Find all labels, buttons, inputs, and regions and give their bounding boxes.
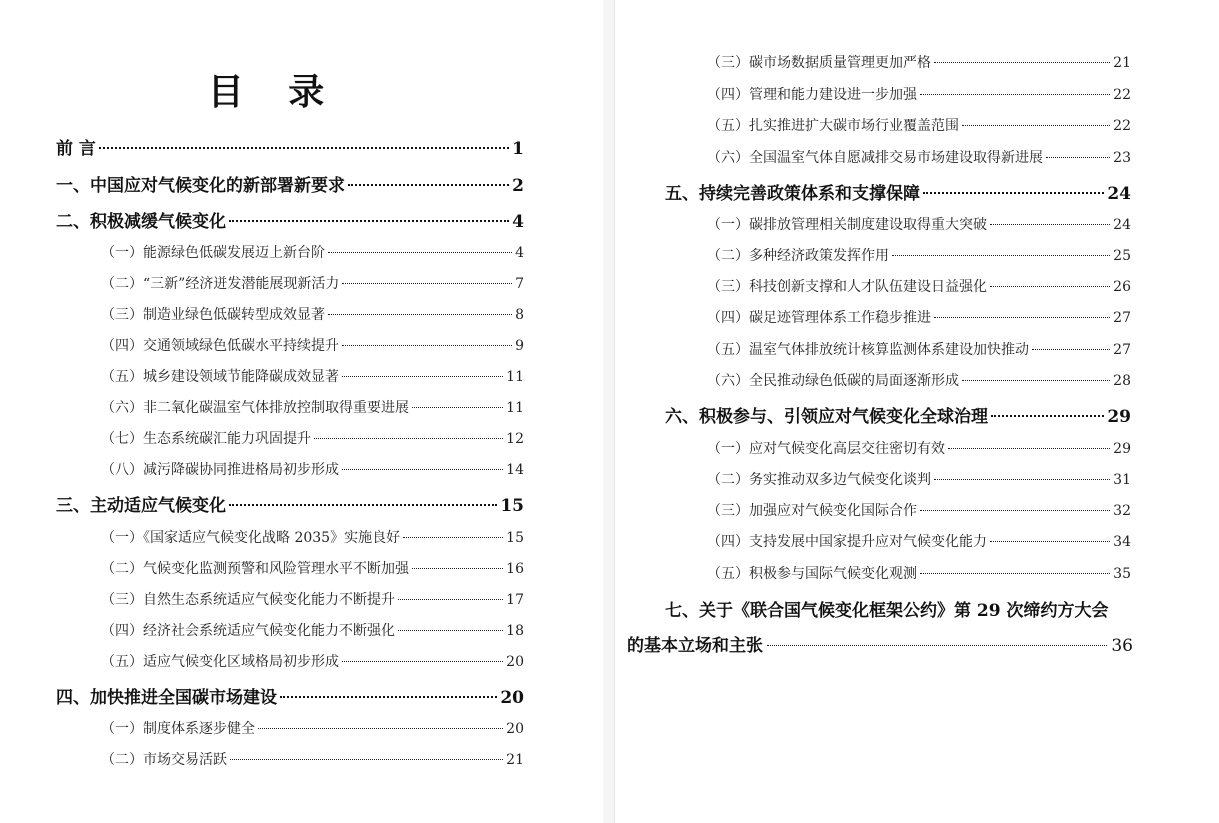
toc-dot-leader [398, 599, 503, 600]
toc-dot-leader [1032, 349, 1110, 350]
toc-subsection-entry[interactable] [101, 273, 524, 293]
toc-page-number: 28 [1113, 373, 1131, 389]
toc-page-number: 9 [515, 338, 524, 354]
toc-page-number: 20 [500, 688, 524, 708]
toc-entry-title: （二）气候变化监测预警和风险管理水平不断加强 [101, 561, 409, 577]
toc-page-number: 15 [500, 496, 524, 516]
toc-page-number: 22 [1113, 87, 1131, 103]
toc-dot-leader [99, 147, 509, 149]
toc-subsection-entry[interactable] [101, 428, 524, 448]
toc-entry-title: （二）市场交易活跃 [101, 752, 227, 768]
toc-dot-leader [342, 661, 503, 662]
toc-subsection-entry[interactable] [101, 397, 524, 417]
toc-subsection-entry[interactable] [707, 52, 1131, 72]
toc-page-number: 26 [1113, 279, 1131, 295]
toc-dot-leader [342, 345, 512, 346]
toc-page-number: 4 [512, 212, 524, 232]
toc-dot-leader [990, 224, 1110, 225]
toc-page-number: 14 [506, 462, 524, 478]
toc-page-number: 35 [1113, 566, 1131, 582]
toc-dot-leader [990, 541, 1110, 542]
toc-subsection-entry[interactable] [707, 500, 1131, 520]
toc-subsection-entry[interactable] [707, 531, 1131, 551]
toc-section-entry[interactable] [56, 683, 524, 708]
toc-page-number: 21 [1113, 55, 1131, 71]
toc-subsection-entry[interactable] [101, 304, 524, 324]
toc-dot-leader [398, 630, 503, 631]
toc-page-number: 31 [1113, 472, 1131, 488]
toc-entry-title: （六）全国温室气体自愿减排交易市场建设取得新进展 [707, 150, 1043, 166]
toc-entry-final-line2[interactable] [627, 631, 1133, 656]
toc-page-number: 36 [1111, 636, 1133, 656]
toc-page-left [0, 0, 603, 823]
toc-dot-leader [229, 220, 509, 222]
toc-page-number: 8 [515, 307, 524, 323]
toc-entry-title: （四）支持发展中国家提升应对气候变化能力 [707, 534, 987, 550]
toc-page-number: 4 [515, 245, 524, 261]
toc-dot-leader [1046, 157, 1110, 158]
toc-dot-leader [314, 438, 503, 439]
toc-subsection-entry[interactable] [707, 469, 1131, 489]
toc-entry-title: （一）《国家适应气候变化战略 2035》实施良好 [101, 530, 401, 546]
toc-dot-leader [328, 252, 512, 253]
toc-page-number: 17 [506, 592, 524, 608]
toc-entry-title: （四）管理和能力建设进一步加强 [707, 87, 917, 103]
toc-dot-leader [892, 255, 1110, 256]
toc-dot-leader [348, 184, 509, 186]
toc-section-entry[interactable] [56, 171, 524, 196]
toc-dot-leader [342, 283, 512, 284]
toc-subsection-entry[interactable] [707, 147, 1131, 167]
toc-subsection-entry[interactable] [707, 84, 1131, 104]
toc-entry-title: 前 言 [56, 139, 96, 159]
toc-dot-leader [258, 728, 503, 729]
toc-dot-leader [962, 380, 1110, 381]
toc-page-number: 34 [1113, 534, 1131, 550]
toc-page-number: 27 [1113, 342, 1131, 358]
toc-subsection-entry[interactable] [707, 370, 1131, 390]
toc-page-number: 21 [506, 752, 524, 768]
toc-entry-title: （二）多种经济政策发挥作用 [707, 248, 889, 264]
toc-section-entry[interactable] [56, 207, 524, 232]
toc-entry-title: （七）生态系统碳汇能力巩固提升 [101, 431, 311, 447]
toc-subsection-entry[interactable] [101, 558, 524, 578]
toc-subsection-entry[interactable] [101, 366, 524, 386]
toc-page-number: 12 [506, 431, 524, 447]
toc-dot-leader [948, 448, 1110, 449]
toc-page-number: 11 [506, 369, 524, 385]
toc-subsection-entry[interactable] [707, 276, 1131, 296]
toc-dot-leader [920, 94, 1110, 95]
toc-dot-leader [991, 415, 1104, 417]
toc-page-number: 20 [506, 721, 524, 737]
toc-page-number: 32 [1113, 503, 1131, 519]
toc-dot-leader [230, 759, 503, 760]
toc-subsection-entry[interactable] [101, 459, 524, 479]
toc-entry-title: （四）交通领域绿色低碳水平持续提升 [101, 338, 339, 354]
toc-entry-title: （八）减污降碳协同推进格局初步形成 [101, 462, 339, 478]
toc-dot-leader [412, 568, 503, 569]
toc-dot-leader [934, 62, 1110, 63]
toc-entry-title: （五）城乡建设领域节能降碳成效显著 [101, 369, 339, 385]
toc-entry-title: （一）应对气候变化高层交往密切有效 [707, 441, 945, 457]
toc-dot-leader [342, 469, 503, 470]
toc-page-number: 16 [506, 561, 524, 577]
toc-page-number: 23 [1113, 150, 1131, 166]
toc-entry-final-line1[interactable]: 七、关于《联合国气候变化框架公约》第 29 次缔约方大会 [665, 601, 1109, 621]
toc-page-number: 25 [1113, 248, 1131, 264]
toc-entry-title: （二）“三新”经济迸发潜能展现新活力 [101, 276, 340, 292]
toc-page-number: 22 [1113, 118, 1131, 134]
toc-entry-title: （三）加强应对气候变化国际合作 [707, 503, 917, 519]
toc-entry-title: （三）碳市场数据质量管理更加严格 [707, 55, 931, 71]
toc-entry-title: 一、中国应对气候变化的新部署新要求 [56, 176, 345, 196]
toc-subsection-entry[interactable] [101, 527, 524, 547]
toc-page-number: 18 [506, 623, 524, 639]
toc-entry-title: 二、积极减缓气候变化 [56, 212, 226, 232]
toc-dot-leader [934, 317, 1110, 318]
toc-entry-title: （四）经济社会系统适应气候变化能力不断强化 [101, 623, 395, 639]
toc-page-number: 7 [515, 276, 524, 292]
toc-dot-leader [920, 573, 1110, 574]
toc-page-number: 29 [1113, 441, 1131, 457]
toc-entry-title: （一）碳排放管理相关制度建设取得重大突破 [707, 217, 987, 233]
toc-dot-leader [923, 192, 1104, 194]
toc-entry-title: 四、加快推进全国碳市场建设 [56, 688, 277, 708]
toc-subsection-entry[interactable] [707, 245, 1131, 265]
toc-subsection-entry[interactable] [707, 339, 1131, 359]
toc-dot-leader [342, 376, 503, 377]
toc-dot-leader [767, 645, 1107, 646]
toc-section-entry[interactable] [56, 134, 524, 159]
toc-page-number: 24 [1113, 217, 1131, 233]
toc-page-number: 2 [512, 176, 524, 196]
toc-page-number: 29 [1107, 407, 1131, 427]
toc-dot-leader [328, 314, 512, 315]
toc-dot-leader [280, 696, 497, 698]
toc-dot-leader [403, 537, 503, 538]
toc-entry-title: （四）碳足迹管理体系工作稳步推进 [707, 310, 931, 326]
toc-entry-title: 三、主动适应气候变化 [56, 496, 226, 516]
toc-subsection-entry[interactable] [101, 242, 524, 262]
toc-entry-title: 六、积极参与、引领应对气候变化全球治理 [665, 407, 988, 427]
toc-page-number: 11 [506, 400, 524, 416]
toc-subsection-entry[interactable] [101, 335, 524, 355]
toc-page-number: 20 [506, 654, 524, 670]
toc-subsection-entry[interactable] [707, 438, 1131, 458]
toc-page-number: 27 [1113, 310, 1131, 326]
toc-subsection-entry[interactable] [101, 718, 524, 738]
toc-entry-title: 五、持续完善政策体系和支撑保障 [665, 184, 920, 204]
toc-entry-title: （五）温室气体排放统计核算监测体系建设加快推动 [707, 342, 1029, 358]
toc-entry-title: （六）非二氧化碳温室气体排放控制取得重要进展 [101, 400, 409, 416]
toc-entry-title: （五）适应气候变化区域格局初步形成 [101, 654, 339, 670]
toc-subsection-entry[interactable] [101, 749, 524, 769]
toc-entry-title: （六）全民推动绿色低碳的局面逐渐形成 [707, 373, 959, 389]
toc-entry-title: （三）自然生态系统适应气候变化能力不断提升 [101, 592, 395, 608]
toc-page-number: 15 [506, 530, 524, 546]
toc-page-number: 24 [1107, 184, 1131, 204]
toc-subsection-entry[interactable] [101, 620, 524, 640]
toc-dot-leader [229, 504, 497, 506]
toc-section-entry[interactable] [665, 179, 1131, 204]
toc-subsection-entry[interactable] [101, 589, 524, 609]
toc-dot-leader [962, 125, 1110, 126]
toc-section-entry[interactable] [665, 402, 1131, 427]
toc-dot-leader [412, 407, 503, 408]
toc-subsection-entry[interactable] [101, 651, 524, 671]
toc-subsection-entry[interactable] [707, 563, 1131, 583]
toc-page-number: 1 [512, 139, 524, 159]
toc-dot-leader [920, 510, 1110, 511]
toc-dot-leader [990, 286, 1110, 287]
toc-entry-title: （三）制造业绿色低碳转型成效显著 [101, 307, 325, 323]
toc-entry-title: （一）能源绿色低碳发展迈上新台阶 [101, 245, 325, 261]
toc-subsection-entry[interactable] [707, 115, 1131, 135]
toc-entry-title: （五）扎实推进扩大碳市场行业覆盖范围 [707, 118, 959, 134]
toc-subsection-entry[interactable] [707, 214, 1131, 234]
toc-dot-leader [934, 479, 1110, 480]
toc-entry-title: （三）科技创新支撑和人才队伍建设日益强化 [707, 279, 987, 295]
toc-entry-title: （五）积极参与国际气候变化观测 [707, 566, 917, 582]
toc-entry-title: 的基本立场和主张 [627, 636, 763, 656]
toc-section-entry[interactable] [56, 491, 524, 516]
toc-entry-title: （一）制度体系逐步健全 [101, 721, 255, 737]
toc-entry-title: （二）务实推动双多边气候变化谈判 [707, 472, 931, 488]
toc-title: 目 录 [207, 71, 341, 113]
toc-subsection-entry[interactable] [707, 307, 1131, 327]
toc-page-right [614, 0, 1219, 823]
